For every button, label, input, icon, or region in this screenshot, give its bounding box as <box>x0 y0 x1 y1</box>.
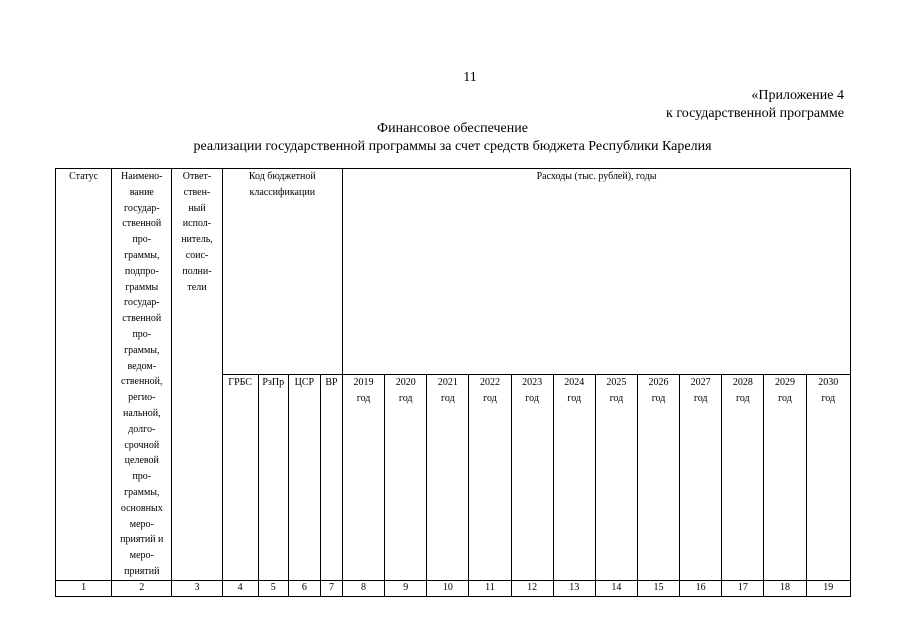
column-number: 17 <box>722 580 764 596</box>
column-number: 1 <box>56 580 112 596</box>
header-year <box>722 374 764 580</box>
column-number: 4 <box>222 580 258 596</box>
appendix-reference <box>666 87 844 123</box>
header-budget-code-line: Код бюджетной <box>248 171 316 182</box>
header-year-unit: год <box>609 392 624 404</box>
header-name-line: нальной, <box>122 407 161 419</box>
financing-table <box>55 168 851 597</box>
title-line-2: реализации государственной программы за счет средств бюджета Республики Карелия <box>193 139 712 154</box>
header-expenses: Расходы (тыс. рублей), годы <box>342 169 850 375</box>
column-number: 8 <box>342 580 384 596</box>
header-responsible-line: Ответ- <box>182 171 212 182</box>
header-year <box>637 374 679 580</box>
column-number: 15 <box>637 580 679 596</box>
header-responsible-line: полни- <box>182 265 212 277</box>
header-name-line: про- <box>132 471 152 483</box>
page-number: 11 <box>463 70 477 85</box>
header-year-unit: год <box>651 392 666 404</box>
header-year <box>385 374 427 580</box>
header-name-line: граммы, <box>124 249 160 261</box>
header-year-unit: год <box>441 392 455 404</box>
header-responsible-line: тели <box>187 281 207 293</box>
header-year-value: 2023 <box>522 376 543 388</box>
header-name-line: приятий и <box>120 534 164 546</box>
header-name-line: регио- <box>128 392 156 404</box>
header-year-value: 2024 <box>564 376 585 388</box>
header-year-unit: год <box>567 392 582 404</box>
header-year-value: 2020 <box>395 376 416 388</box>
header-budget-code <box>222 169 342 375</box>
header-status: Статус <box>56 169 112 581</box>
header-name-line: про- <box>132 234 152 246</box>
header-year <box>427 374 469 580</box>
column-number: 14 <box>595 580 637 596</box>
header-year-value: 2029 <box>774 376 795 388</box>
header-name-line: целевой <box>124 455 159 467</box>
header-year <box>342 374 384 580</box>
column-number: 3 <box>172 580 222 596</box>
header-year-value: 2021 <box>437 376 458 388</box>
header-budget-code-sub: ЦСР <box>288 374 320 580</box>
header-responsible-line: ный <box>188 202 206 214</box>
header-name-line: меро- <box>129 518 154 530</box>
column-number-row <box>56 580 851 596</box>
header-year-value: 2030 <box>818 376 839 388</box>
header-year <box>806 374 850 580</box>
header-responsible-line: соис- <box>185 249 209 261</box>
appendix-line-1: «Приложение 4 <box>751 88 844 103</box>
header-year-value: 2025 <box>606 376 627 388</box>
header-name-line: государ- <box>123 297 160 309</box>
header-budget-code-line: классификации <box>249 186 316 198</box>
header-name-line: ственной, <box>121 376 163 388</box>
header-name <box>112 169 172 581</box>
column-number: 19 <box>806 580 850 596</box>
header-name-line: Наимено- <box>121 171 163 182</box>
appendix-line-2: к государственной программе <box>666 106 844 121</box>
header-year-unit: год <box>693 392 708 404</box>
header-year-value: 2028 <box>732 376 753 388</box>
column-number: 2 <box>112 580 172 596</box>
header-name-line: основных <box>120 502 163 514</box>
column-number: 5 <box>258 580 288 596</box>
header-year-value: 2019 <box>353 376 374 388</box>
header-year-unit: год <box>735 392 750 404</box>
header-year-value: 2026 <box>648 376 669 388</box>
header-name-line: приятий <box>124 565 160 577</box>
table-body <box>56 169 851 597</box>
title-line-1: Финансовое обеспечение <box>377 121 528 136</box>
header-year <box>553 374 595 580</box>
header-name-line: ственной <box>122 313 162 325</box>
column-number: 11 <box>469 580 511 596</box>
column-number: 18 <box>764 580 806 596</box>
column-number: 10 <box>427 580 469 596</box>
header-year-unit: год <box>483 392 497 404</box>
header-budget-code-sub: ВР <box>320 374 342 580</box>
header-year <box>511 374 553 580</box>
header-year <box>469 374 511 580</box>
header-name-line: ведом- <box>127 360 157 372</box>
header-name-line: граммы <box>125 281 159 293</box>
column-number: 6 <box>288 580 320 596</box>
header-year <box>680 374 722 580</box>
header-name-line: долго- <box>128 423 156 435</box>
header-budget-code-sub: РзПр <box>258 374 288 580</box>
header-responsible <box>172 169 222 581</box>
header-name-line: государ- <box>123 202 160 214</box>
header-year <box>595 374 637 580</box>
header-responsible-line: нитель, <box>181 234 213 246</box>
header-name-line: подпро- <box>124 265 159 277</box>
header-name-line: вание <box>129 186 154 198</box>
header-name-line: про- <box>132 328 152 340</box>
header-year-unit: год <box>356 392 371 404</box>
header-name-line: граммы, <box>124 344 160 356</box>
column-number: 12 <box>511 580 553 596</box>
column-number: 16 <box>680 580 722 596</box>
header-year-unit: год <box>778 392 792 404</box>
header-year <box>764 374 806 580</box>
header-name-line: ственной <box>122 218 162 230</box>
header-name-line: граммы, <box>124 486 160 498</box>
column-number: 9 <box>385 580 427 596</box>
header-row-top <box>56 169 851 375</box>
header-year-value: 2027 <box>690 376 711 388</box>
header-year-unit: год <box>525 392 539 404</box>
document-title <box>0 120 905 156</box>
header-budget-code-sub: ГРБС <box>222 374 258 580</box>
column-number: 13 <box>553 580 595 596</box>
header-year-value: 2022 <box>479 376 500 388</box>
header-name-line: срочной <box>124 439 160 451</box>
column-number: 7 <box>320 580 342 596</box>
header-responsible-line: ствен- <box>183 186 211 198</box>
header-year-unit: год <box>821 392 836 404</box>
header-name-line: меро- <box>129 550 154 562</box>
header-responsible-line: испол- <box>182 218 212 230</box>
header-year-unit: год <box>398 392 413 404</box>
